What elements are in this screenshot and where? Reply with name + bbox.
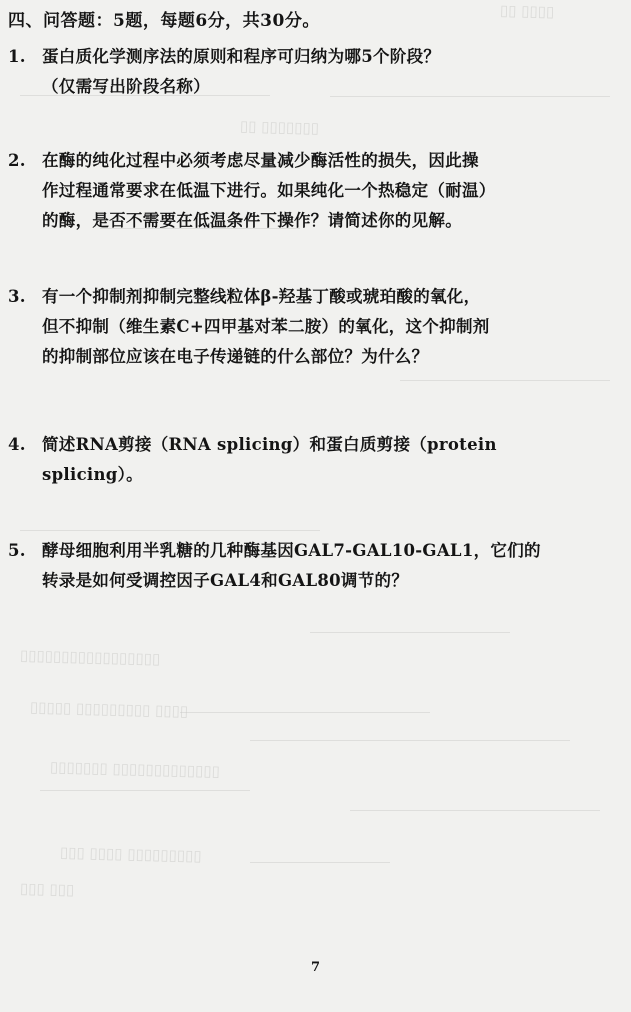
- page-number: 7: [310, 960, 321, 975]
- bleed-through-line: [310, 632, 510, 633]
- section-title: 四、问答题：5题，每题6分，共30分。: [8, 11, 320, 31]
- question-number: 3.: [8, 287, 26, 306]
- question-5-line-2: 转录是如何受调控因子GAL4和GAL80调节的？: [42, 571, 409, 590]
- question-1-line-1: [8, 42, 628, 72]
- question-4: [8, 430, 628, 490]
- question-number: 2.: [8, 151, 26, 170]
- bleed-through-marks: ▯▯▯▯▯▯▯▯▯▯▯▯▯▯▯▯▯: [19, 646, 161, 668]
- question-5: [8, 536, 628, 596]
- question-text: 在酶的纯化过程中必须考虑尽量减少酶活性的损失，因此操: [42, 151, 479, 170]
- question-number: 4.: [8, 435, 26, 454]
- question-text: 蛋白质化学测序法的原则和程序可归纳为哪5个阶段？: [42, 47, 441, 66]
- bleed-through-line: [250, 862, 390, 863]
- question-text: 有一个抑制剂抑制完整线粒体β-羟基丁酸或琥珀酸的氧化，: [42, 287, 481, 306]
- bleed-through-marks: ▯▯▯▯ ▯▯▯▯▯▯▯▯▯ ▯▯▯▯▯: [29, 697, 189, 721]
- bleed-through-marks: ▯▯▯▯▯▯▯▯▯ ▯▯▯▯ ▯▯▯: [59, 843, 202, 865]
- bleed-through-line: [350, 810, 600, 811]
- question-5-line-1: [8, 536, 628, 566]
- question-1: [8, 42, 628, 102]
- question-text: 简述RNA剪接（RNA splicing）和蛋白质剪接（protein: [42, 435, 497, 454]
- question-3-line-1: [8, 282, 628, 312]
- bleed-through-marks: ▯▯▯ ▯▯▯: [19, 879, 75, 899]
- bleed-through-line: [20, 530, 320, 531]
- bleed-through-line: [400, 380, 610, 381]
- question-4-line-2: splicing）。: [42, 465, 143, 484]
- question-2-line-3: 的酶，是否不需要在低温条件下操作？请简述你的见解。: [42, 211, 462, 230]
- question-number: 5.: [8, 541, 26, 560]
- question-2-line-1: [8, 146, 628, 176]
- question-number: 1.: [8, 47, 26, 66]
- bleed-through-line: [250, 740, 570, 741]
- question-3: [8, 282, 628, 372]
- question-3-line-2: 但不抑制（维生素C+四甲基对苯二胺）的氧化，这个抑制剂: [42, 317, 490, 336]
- question-text: 酵母细胞利用半乳糖的几种酶基因GAL7-GAL10-GAL1，它们的: [42, 541, 541, 560]
- bleed-through-marks: ▯▯▯▯▯▯▯▯▯▯▯▯▯ ▯▯▯▯▯▯▯: [49, 757, 221, 781]
- question-2-line-2: 作过程通常要求在低温下进行。如果纯化一个热稳定（耐温）: [42, 181, 496, 200]
- bleed-through-marks: ▯▯▯▯▯▯▯ ▯▯: [239, 116, 320, 138]
- question-1-line-2: （仅需写出阶段名称）: [42, 77, 210, 96]
- bleed-through-line: [40, 790, 250, 791]
- bleed-through-marks: ▯▯▯▯ ▯▯: [499, 1, 555, 21]
- question-3-line-3: 的抑制部位应该在电子传递链的什么部位？为什么？: [42, 347, 429, 366]
- bleed-through-line: [180, 712, 430, 713]
- question-4-line-1: [8, 430, 628, 460]
- question-2: [8, 146, 628, 236]
